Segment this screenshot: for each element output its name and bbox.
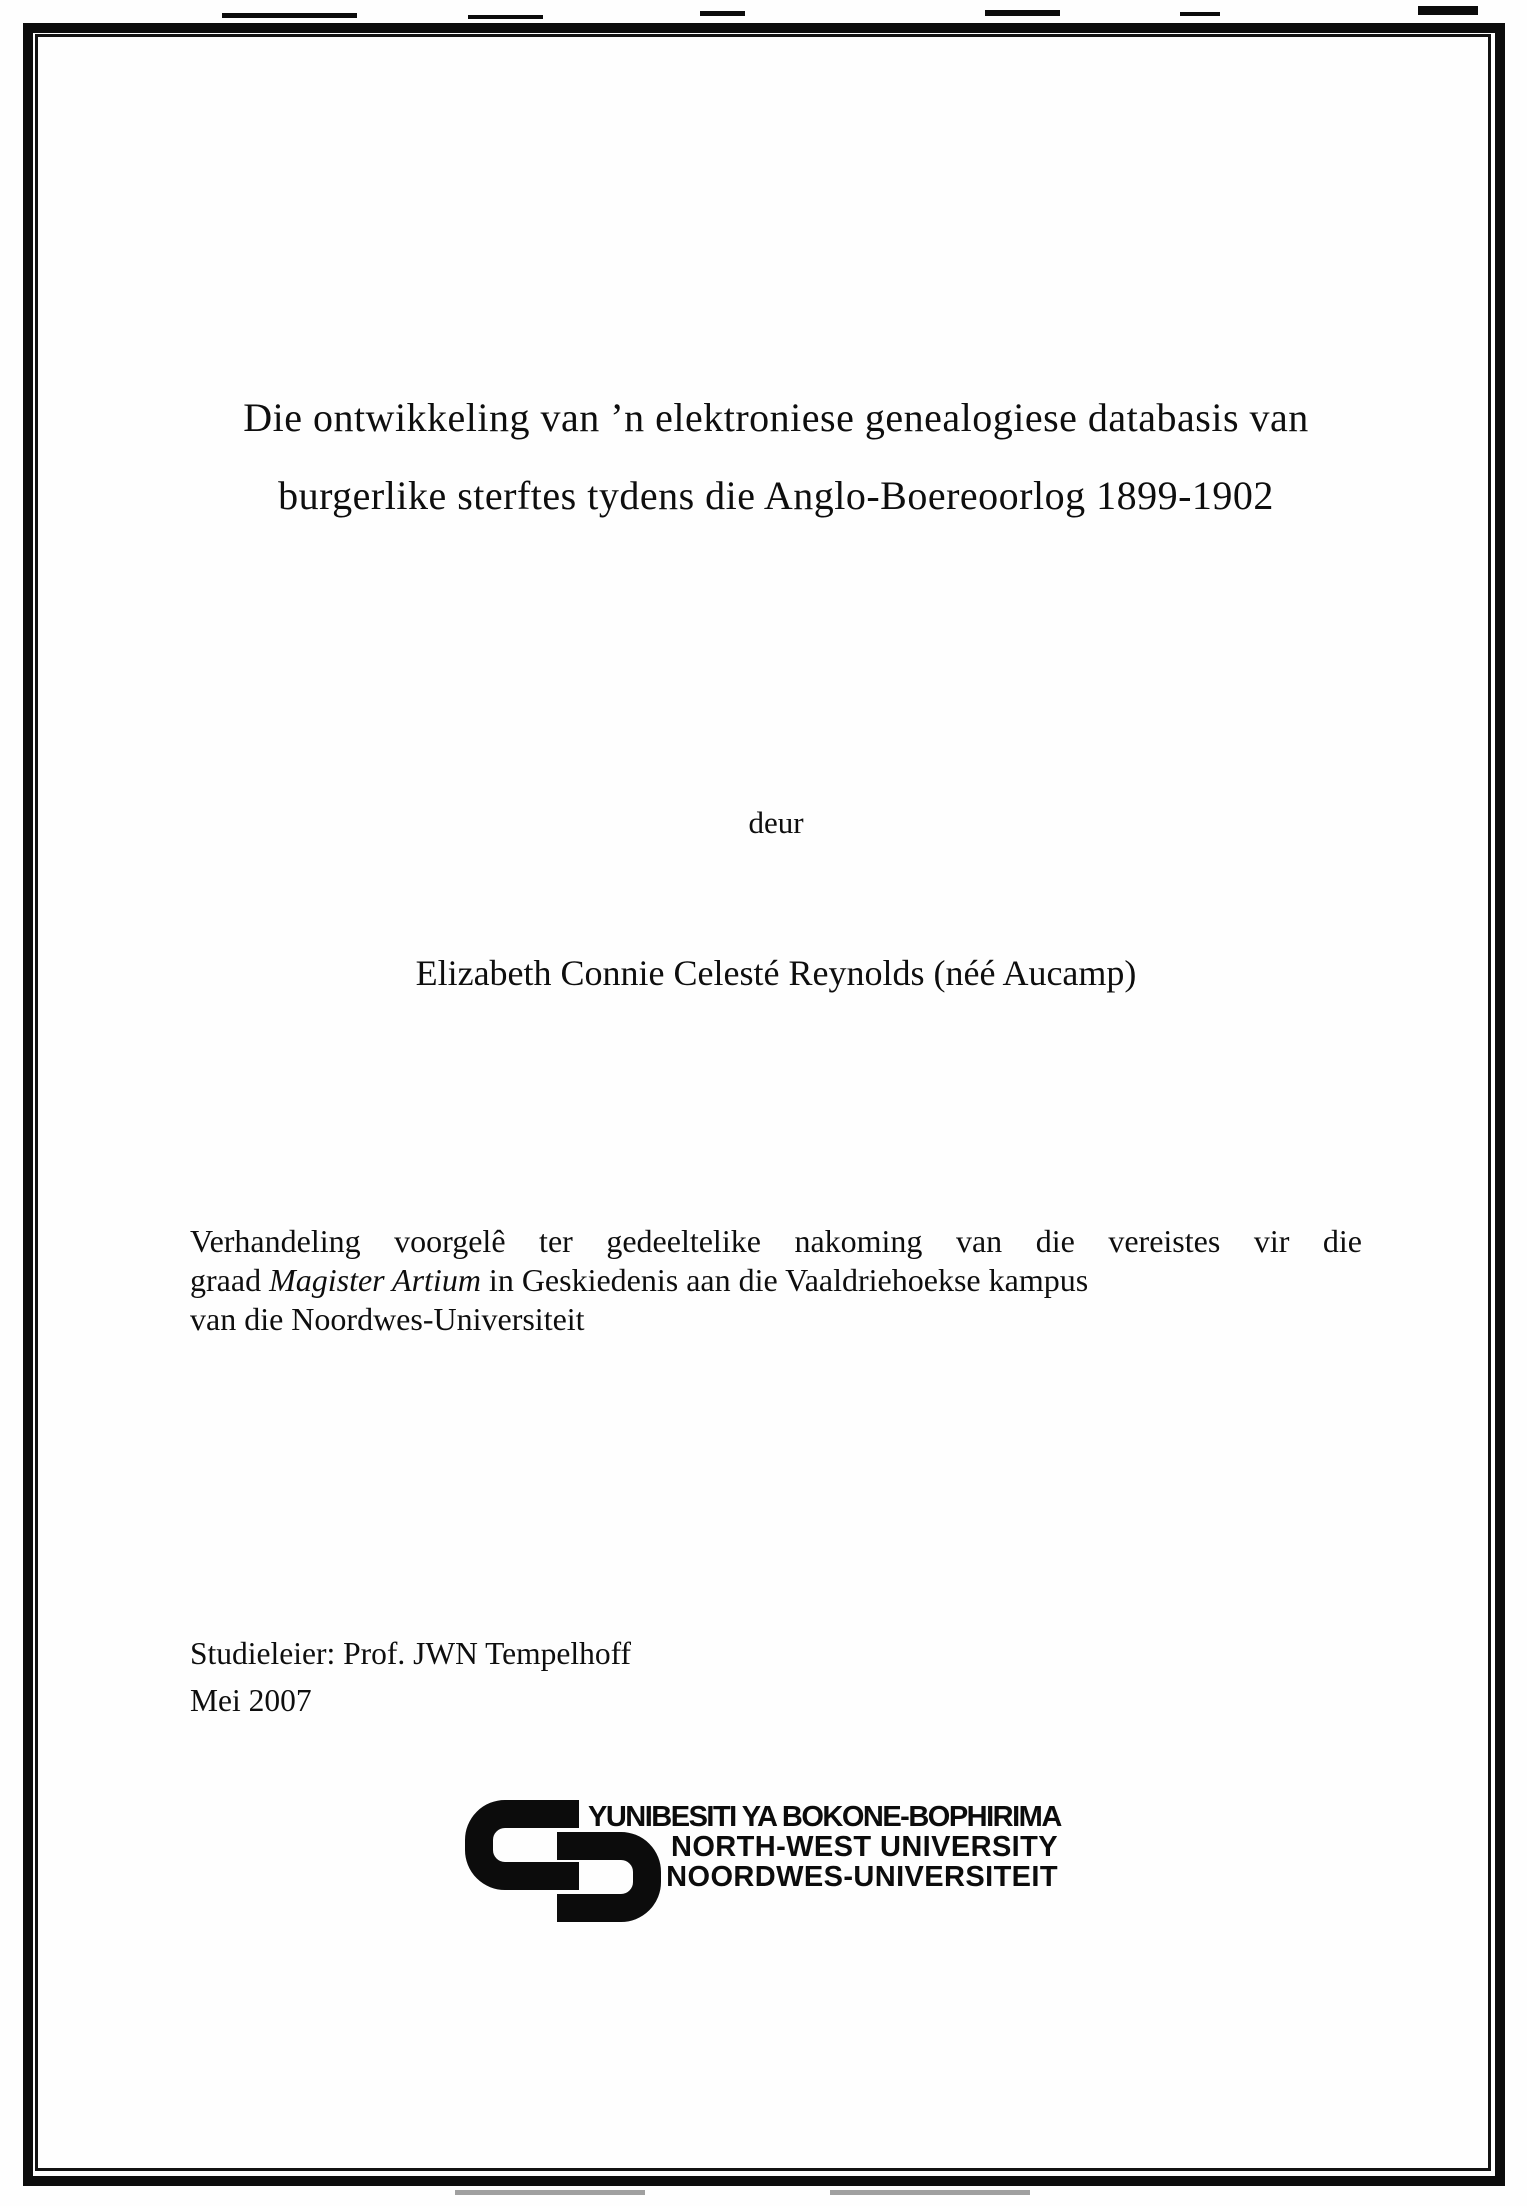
byline: deur: [748, 805, 804, 840]
author-name: Elizabeth Connie Celesté Reynolds (néé Aucamp): [415, 953, 1137, 993]
description-line-2: [190, 1261, 1362, 1300]
scan-artifact: [455, 2190, 645, 2195]
description-line-3: van die Noordwes-Universiteit: [190, 1301, 585, 1337]
description-line-2-prefix: graad: [190, 1262, 270, 1298]
scan-artifact: [1180, 12, 1220, 16]
scan-artifact: [1418, 6, 1478, 15]
logo-text-english: NORTH-WEST UNIVERSITY: [670, 1831, 1058, 1863]
nwu-logo-text: [588, 1801, 1061, 1893]
scan-artifact: [985, 10, 1060, 16]
nwu-logo: [463, 1796, 1063, 1936]
scan-artifact: [222, 13, 357, 18]
thesis-title: [190, 379, 1362, 535]
thesis-description: [190, 1222, 1362, 1339]
degree-name: Magister Artium: [269, 1262, 481, 1298]
scan-artifact: [468, 15, 543, 19]
description-line-2-suffix: in Geskiedenis aan die Vaaldriehoekse kampus: [480, 1262, 1089, 1298]
date-line: Mei 2007: [190, 1683, 312, 1718]
scan-artifact: [830, 2190, 1030, 2195]
logo-text-afrikaans: NOORDWES-UNIVERSITEIT: [666, 1861, 1058, 1893]
supervisor-block: [190, 1630, 631, 1724]
thesis-title-line-1: Die ontwikkeling van ’n elektroniese genealogiese databasis van: [243, 395, 1309, 440]
scan-artifact: [700, 11, 745, 16]
logo-text-setswana: YUNIBESITI YA BOKONE-BOPHIRIMA: [588, 1801, 1061, 1833]
thesis-title-line-2: burgerlike sterftes tydens die Anglo-Boereoorlog 1899-1902: [278, 473, 1274, 518]
description-line-1: Verhandeling voorgelê ter gedeeltelike nakoming van die vereistes vir die: [190, 1223, 1362, 1259]
supervisor-line: Studieleier: Prof. JWN Tempelhoff: [190, 1636, 632, 1671]
